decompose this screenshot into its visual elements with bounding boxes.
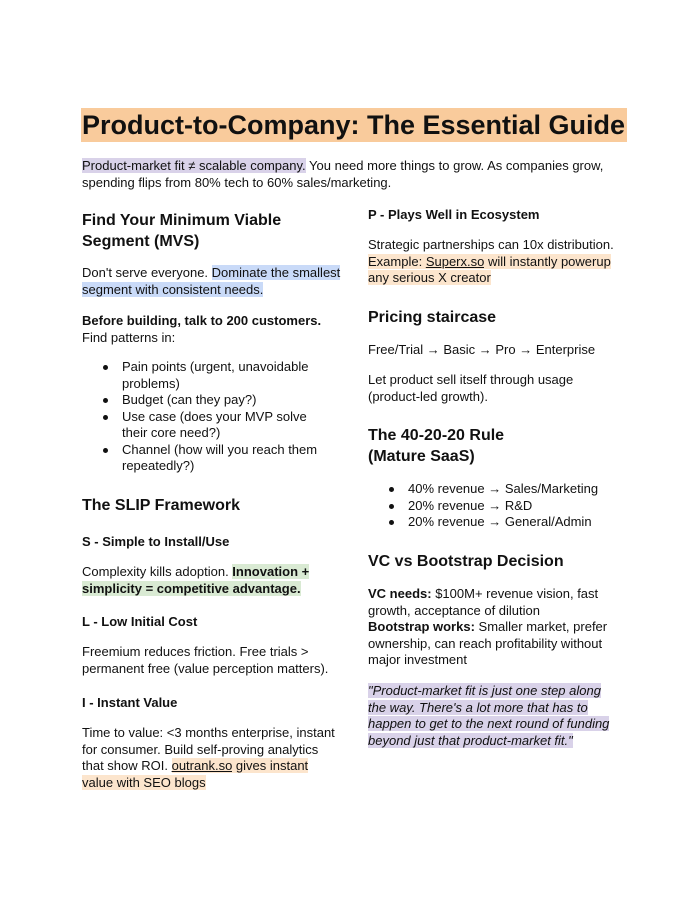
mvs-text: Don't serve everyone. xyxy=(82,265,212,280)
pricing-paragraph: Let product sell itself through usage (product-led growth). xyxy=(368,372,574,404)
slip-s-paragraph xyxy=(82,564,342,597)
superx-link[interactable]: Superx.so xyxy=(425,253,485,269)
vc-heading: VC vs Bootstrap Decision xyxy=(368,553,564,570)
bootstrap-text: Smaller market, prefer ownership, can reach profitability without major investment xyxy=(368,619,608,667)
slip-s-highlight: Innovation + simplicity = competitive advantage. xyxy=(82,564,310,596)
list-item: Budget (can they pay?) xyxy=(82,392,332,409)
list-item: 20% revenue → R&D xyxy=(368,498,628,515)
slip-s-text: Complexity kills adoption. xyxy=(82,564,233,579)
slip-heading: The SLIP Framework xyxy=(82,497,240,514)
slip-i-paragraph xyxy=(82,725,342,791)
page-title: Product-to-Company: The Essential Guide xyxy=(82,110,626,140)
quote-paragraph xyxy=(368,683,618,749)
list-item: 20% revenue → General/Admin xyxy=(368,514,628,531)
slip-l-paragraph: Freemium reduces friction. Free trials > permanent free (value perception matters). xyxy=(82,644,329,676)
pricing-heading: Pricing staircase xyxy=(368,309,497,326)
slip-i-heading: I - Instant Value xyxy=(82,695,178,710)
rule-heading-line2: (Mature SaaS) xyxy=(368,448,475,465)
pricing-staircase: Free/Trial → Basic → Pro → Enterprise xyxy=(368,342,596,357)
slip-p-text: Strategic partnerships can 10x distribution. xyxy=(368,237,614,252)
outrank-link[interactable]: outrank.so xyxy=(171,758,233,773)
list-item: Use case (does your MVP solve their core need?) xyxy=(82,409,332,442)
rule-heading-line1: The 40-20-20 Rule xyxy=(368,427,505,444)
mvs-research-paragraph xyxy=(82,313,342,346)
mvs-highlight: Dominate the smallest segment with consistent needs. xyxy=(82,265,341,297)
slip-s-heading: S - Simple to Install/Use xyxy=(82,534,230,549)
mvs-heading: Find Your Minimum Viable Segment (MVS) xyxy=(82,212,282,250)
rule-bullet-list xyxy=(368,481,628,531)
mvs-bullet-list xyxy=(82,359,332,475)
slip-p-heading: P - Plays Well in Ecosystem xyxy=(368,207,540,222)
bootstrap-label: Bootstrap works: xyxy=(368,619,475,634)
slip-p-paragraph xyxy=(368,237,628,287)
vc-label: VC needs: xyxy=(368,586,432,601)
intro-highlight: Product-market fit ≠ scalable company. xyxy=(82,158,306,173)
slip-p-example: Example: xyxy=(368,253,426,269)
slip-p-highlight: will instantly powerup any serious X creator xyxy=(368,253,611,285)
mvs-research-bold: Before building, talk to 200 customers. xyxy=(82,313,322,328)
slip-l-heading: L - Low Initial Cost xyxy=(82,614,198,629)
list-item: 40% revenue → Sales/Marketing xyxy=(368,481,628,498)
mvs-research-text: Find patterns in: xyxy=(82,329,176,345)
rule-heading xyxy=(368,425,628,467)
intro-paragraph xyxy=(82,157,642,191)
vc-paragraph xyxy=(368,586,628,669)
vc-text: $100M+ revenue vision, fast growth, acceptance of dilution xyxy=(368,586,599,618)
slip-i-text: Time to value: <3 months enterprise, instant for consumer. Build self-proving analytics that show ROI. xyxy=(82,725,335,773)
mvs-paragraph xyxy=(82,265,342,298)
list-item: Pain points (urgent, unavoidable problems) xyxy=(82,359,332,392)
intro-text: You need more things to grow. As companies grow, spending flips from 80% tech to 60% sales/marketing. xyxy=(82,158,604,190)
list-item: Channel (how will you reach them repeatedly?) xyxy=(82,442,332,475)
quote-text: "Product-market fit is just one step along the way. There's a lot more that has to happen to get to the next round of funding beyond just that product-market fit." xyxy=(368,683,610,748)
slip-i-highlight: gives instant value with SEO blogs xyxy=(82,758,309,790)
